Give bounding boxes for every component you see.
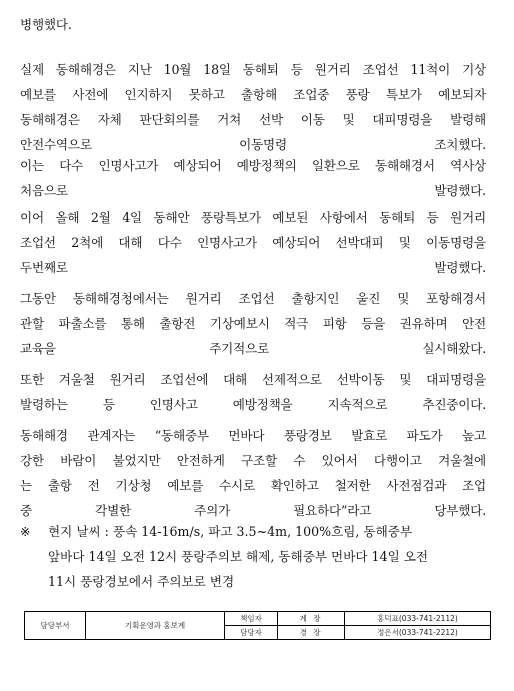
dept-label: 담당부서 — [25, 612, 86, 640]
text-line: 예보를 사전에 인지하지 못하고 출항해 조업중 풍랑 특보가 예보되자 — [20, 87, 486, 102]
text-line: 는 출항 전 기상청 예보를 수시로 확인하고 철저한 사전점검과 조업 — [20, 478, 486, 493]
contact-table — [24, 611, 491, 640]
text-line: 그동안 동해해경청에서는 원거리 조업선 출항지인 울진 및 포항해경서 — [20, 291, 486, 306]
role-label: 담당자 — [225, 626, 278, 640]
dept-value: 기획운영과 홍보계 — [86, 612, 225, 640]
text-line: 조업선 2척에 대해 다수 인명사고가 예상되어 선박대피 및 이동명령을 — [20, 235, 486, 250]
note-line: 현지 날씨 : 풍속 14-16m/s, 파고 3.5~4m, 100%흐림, 동해중부 — [48, 524, 413, 539]
contact-row — [25, 612, 491, 626]
text-line: 관할 파출소를 통해 출항전 기상예보시 적극 피항 등을 권유하며 안전 — [20, 316, 486, 331]
text-line: 병행했다. — [20, 17, 72, 32]
paragraph-0 — [20, 12, 486, 37]
paragraph-5 — [20, 367, 486, 417]
paragraph-4 — [20, 286, 486, 361]
text-line: 발령하는 등 인명사고 예방정책을 지속적으로 추진중이다. — [20, 397, 486, 412]
title-label: 경 장 — [278, 626, 345, 640]
text-line: 동해해경은 자체 판단회의를 거쳐 선박 이동 및 대피명령을 발령해 — [20, 112, 486, 127]
text-line: 이는 다수 인명사고가 예상되어 예방정책의 일환으로 동해해경서 역사상 — [20, 158, 486, 173]
paragraph-2 — [20, 153, 486, 203]
text-line: 동해해경 관계자는 “동해중부 먼바다 풍랑경보 발효로 파도가 높고 — [20, 428, 486, 443]
text-line: 또한 겨울철 원거리 조업선에 대해 선제적으로 선박이동 및 대피명령을 — [20, 372, 486, 387]
text-line: 실제 동해해경은 지난 10월 18일 동해퇴 등 원거리 조업선 11척이 기상 — [20, 62, 486, 77]
contact-info: 홍덕표(033-741-2112) — [345, 612, 491, 626]
text-line: 교육을 주기적으로 실시해왔다. — [20, 341, 486, 356]
paragraph-3 — [20, 205, 486, 280]
note-line: 11시 풍랑경보에서 주의보로 변경 — [48, 574, 235, 589]
role-label: 책임자 — [225, 612, 278, 626]
text-line: 중 각별한 주의가 필요하다”라고 당부했다. — [20, 503, 486, 518]
text-line: 강한 바람이 불었지만 안전하게 구조할 수 있어서 다행이고 겨울철에 — [20, 453, 486, 468]
reference-mark-icon: ※ — [20, 524, 31, 539]
note-line: 앞바다 14일 오전 12시 풍랑주의보 해제, 동해중부 먼바다 14일 오전 — [48, 549, 429, 564]
text-line: 안전수역으로 이동명령 조치했다. — [20, 137, 486, 152]
paragraph-1 — [20, 57, 486, 157]
weather-note — [20, 519, 490, 594]
text-line: 두번째로 발령했다. — [20, 260, 486, 275]
title-label: 계 장 — [278, 612, 345, 626]
contact-info: 정은서(033-741-2212) — [345, 626, 491, 640]
paragraph-6 — [20, 423, 486, 523]
text-line: 처음으로 발령했다. — [20, 183, 486, 198]
text-line: 이어 올해 2월 4일 동해안 풍랑특보가 예보된 사항에서 동해퇴 등 원거리 — [20, 210, 486, 225]
